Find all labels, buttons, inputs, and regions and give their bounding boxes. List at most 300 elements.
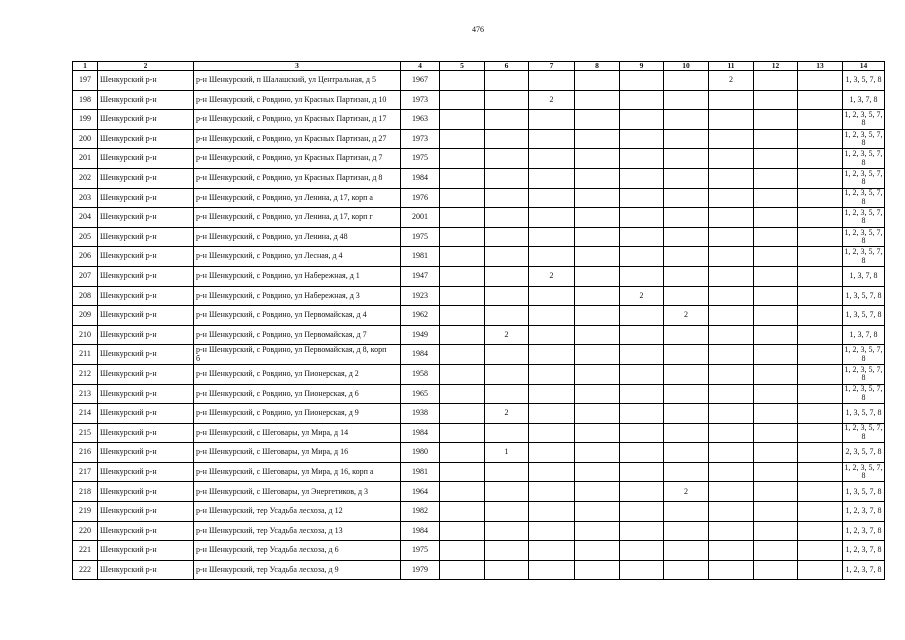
column-5-cell <box>440 247 485 267</box>
column-12-cell <box>754 423 798 443</box>
column-6-cell <box>485 208 529 228</box>
year-cell: 1980 <box>401 443 440 463</box>
district-cell: Шенкурский р-н <box>98 247 194 267</box>
row-number-cell: 206 <box>73 247 98 267</box>
address-cell: р-н Шенкурский, с Ровдино, ул Красных Партизан, д 8 <box>194 168 401 188</box>
district-cell: Шенкурский р-н <box>98 149 194 169</box>
column-12-cell <box>754 364 798 384</box>
codes-cell: 1, 3, 7, 8 <box>843 266 885 286</box>
codes-cell: 1, 2, 3, 5, 7, 8 <box>844 364 883 383</box>
column-5-cell <box>440 384 485 404</box>
column-7-cell <box>529 521 575 541</box>
year-cell: 1973 <box>401 90 440 110</box>
column-7-cell <box>529 168 575 188</box>
address-cell: р-н Шенкурский, с Ровдино, ул Пионерская, д 6 <box>194 384 401 404</box>
column-5-cell <box>440 345 485 365</box>
table-row <box>73 384 885 404</box>
codes-cell: 1, 2, 3, 7, 8 <box>843 521 885 541</box>
year-cell: 1982 <box>401 502 440 522</box>
table-row <box>73 266 885 286</box>
column-7-cell <box>529 208 575 228</box>
column-9-cell <box>620 227 664 247</box>
codes-cell: 1, 2, 3, 5, 7, 8 <box>844 149 883 167</box>
codes-cell: 1, 3, 7, 8 <box>843 90 885 110</box>
column-5-cell <box>440 560 485 580</box>
column-9-cell <box>620 188 664 208</box>
header-row <box>73 62 885 71</box>
column-10-cell <box>664 502 709 522</box>
column-12-cell <box>754 404 798 424</box>
codes-cell: 1, 2, 3, 5, 7, 8 <box>844 345 883 363</box>
column-13-cell <box>798 266 843 286</box>
column-5-cell <box>440 188 485 208</box>
table-row <box>73 423 885 443</box>
column-6-cell <box>485 306 529 326</box>
table-row <box>73 502 885 522</box>
district-cell: Шенкурский р-н <box>98 306 194 326</box>
column-6-cell <box>485 482 529 502</box>
column-13-cell <box>798 443 843 463</box>
column-9-cell <box>620 443 664 463</box>
codes-cell: 1, 2, 3, 5, 7, 8 <box>844 384 883 402</box>
column-10-cell: 2 <box>664 482 709 502</box>
district-cell: Шенкурский р-н <box>98 345 194 365</box>
column-8-cell <box>575 384 620 404</box>
column-6-cell <box>485 560 529 580</box>
column-6-cell <box>485 110 529 130</box>
column-5-cell <box>440 129 485 149</box>
column-9-cell <box>620 266 664 286</box>
column-13-cell <box>798 521 843 541</box>
year-cell: 1938 <box>401 404 440 424</box>
column-11-cell <box>709 364 754 384</box>
column-header-14: 14 <box>843 62 885 71</box>
column-7-cell <box>529 462 575 482</box>
column-7-cell <box>529 443 575 463</box>
column-5-cell <box>440 521 485 541</box>
column-13-cell <box>798 110 843 130</box>
column-5-cell <box>440 423 485 443</box>
column-5-cell <box>440 90 485 110</box>
column-7-cell: 2 <box>529 90 575 110</box>
column-12-cell <box>754 208 798 228</box>
codes-cell: 1, 3, 5, 7, 8 <box>843 482 885 502</box>
codes-cell: 1, 2, 3, 5, 7, 8 <box>844 207 883 226</box>
column-header-1: 1 <box>73 62 98 71</box>
column-13-cell <box>798 168 843 188</box>
year-cell: 1981 <box>401 247 440 267</box>
row-number-cell: 212 <box>73 364 98 384</box>
column-10-cell <box>664 443 709 463</box>
district-cell: Шенкурский р-н <box>98 521 194 541</box>
column-13-cell <box>798 71 843 91</box>
column-8-cell <box>575 306 620 326</box>
column-6-cell <box>485 149 529 169</box>
column-7-cell <box>529 286 575 306</box>
column-6-cell <box>485 423 529 443</box>
row-number-cell: 210 <box>73 325 98 345</box>
year-cell: 1981 <box>401 462 440 482</box>
column-9-cell <box>620 149 664 169</box>
column-6-cell: 2 <box>485 404 529 424</box>
column-6-cell <box>485 188 529 208</box>
address-cell: р-н Шенкурский, тер Усадьба лесхоза, д 9 <box>194 560 401 580</box>
column-5-cell <box>440 168 485 188</box>
row-number-cell: 208 <box>73 286 98 306</box>
row-number-cell: 203 <box>73 188 98 208</box>
column-12-cell <box>754 541 798 561</box>
table-header <box>73 62 885 71</box>
column-12-cell <box>754 306 798 326</box>
column-5-cell <box>440 286 485 306</box>
column-13-cell <box>798 286 843 306</box>
column-10-cell <box>664 541 709 561</box>
row-number-cell: 218 <box>73 482 98 502</box>
column-5-cell <box>440 482 485 502</box>
column-8-cell <box>575 502 620 522</box>
column-11-cell <box>709 423 754 443</box>
column-11-cell <box>709 541 754 561</box>
column-12-cell <box>754 110 798 130</box>
column-13-cell <box>798 364 843 384</box>
column-6-cell <box>485 462 529 482</box>
column-header-7: 7 <box>529 62 575 71</box>
table-row <box>73 345 885 365</box>
district-cell: Шенкурский р-н <box>98 482 194 502</box>
column-8-cell <box>575 266 620 286</box>
column-9-cell <box>620 384 664 404</box>
column-12-cell <box>754 129 798 149</box>
year-cell: 1967 <box>401 71 440 91</box>
table-row <box>73 168 885 188</box>
row-number-cell: 200 <box>73 129 98 149</box>
district-cell: Шенкурский р-н <box>98 188 194 208</box>
address-cell: р-н Шенкурский, с Ровдино, ул Ленина, д 17, корп г <box>194 208 401 228</box>
table-row <box>73 541 885 561</box>
codes-cell: 1, 2, 3, 5, 7, 8 <box>844 188 883 206</box>
column-12-cell <box>754 443 798 463</box>
data-table <box>72 61 885 580</box>
codes-cell: 1, 2, 3, 5, 7, 8 <box>844 423 883 441</box>
table-row <box>73 364 885 384</box>
column-header-11: 11 <box>709 62 754 71</box>
table-row <box>73 462 885 482</box>
column-8-cell <box>575 286 620 306</box>
column-6-cell: 1 <box>485 443 529 463</box>
year-cell: 1979 <box>401 560 440 580</box>
column-6-cell <box>485 345 529 365</box>
address-cell: р-н Шенкурский, с Ровдино, ул Пионерская, д 9 <box>194 404 401 424</box>
column-8-cell <box>575 71 620 91</box>
table-row <box>73 129 885 149</box>
column-header-4: 4 <box>401 62 440 71</box>
column-13-cell <box>798 247 843 267</box>
column-8-cell <box>575 482 620 502</box>
column-9-cell <box>620 482 664 502</box>
district-cell: Шенкурский р-н <box>98 325 194 345</box>
column-9-cell <box>620 325 664 345</box>
column-10-cell <box>664 325 709 345</box>
column-10-cell <box>664 110 709 130</box>
table-row <box>73 110 885 130</box>
column-13-cell <box>798 541 843 561</box>
column-9-cell: 2 <box>620 286 664 306</box>
column-12-cell <box>754 482 798 502</box>
column-12-cell <box>754 286 798 306</box>
column-10-cell <box>664 188 709 208</box>
district-cell: Шенкурский р-н <box>98 502 194 522</box>
district-cell: Шенкурский р-н <box>98 90 194 110</box>
column-7-cell <box>529 227 575 247</box>
column-6-cell <box>485 168 529 188</box>
column-7-cell <box>529 188 575 208</box>
column-5-cell <box>440 149 485 169</box>
column-7-cell <box>529 306 575 326</box>
column-header-9: 9 <box>620 62 664 71</box>
column-9-cell <box>620 168 664 188</box>
column-11-cell <box>709 560 754 580</box>
row-number-cell: 197 <box>73 71 98 91</box>
column-9-cell <box>620 502 664 522</box>
table-row <box>73 560 885 580</box>
column-10-cell <box>664 462 709 482</box>
column-11-cell <box>709 345 754 365</box>
column-9-cell <box>620 90 664 110</box>
address-cell: р-н Шенкурский, с Шеговары, ул Мира, д 14 <box>194 423 401 443</box>
column-12-cell <box>754 502 798 522</box>
row-number-cell: 202 <box>73 168 98 188</box>
year-cell: 2001 <box>401 208 440 228</box>
column-11-cell <box>709 129 754 149</box>
column-8-cell <box>575 188 620 208</box>
column-10-cell <box>664 286 709 306</box>
column-11-cell <box>709 110 754 130</box>
district-cell: Шенкурский р-н <box>98 384 194 404</box>
column-13-cell <box>798 345 843 365</box>
year-cell: 1923 <box>401 286 440 306</box>
row-number-cell: 216 <box>73 443 98 463</box>
column-8-cell <box>575 462 620 482</box>
column-11-cell <box>709 384 754 404</box>
column-13-cell <box>798 306 843 326</box>
column-9-cell <box>620 129 664 149</box>
row-number-cell: 198 <box>73 90 98 110</box>
row-number-cell: 213 <box>73 384 98 404</box>
column-7-cell <box>529 71 575 91</box>
year-cell: 1958 <box>401 364 440 384</box>
column-8-cell <box>575 247 620 267</box>
address-cell: р-н Шенкурский, с Ровдино, ул Ленина, д 17, корп а <box>194 188 401 208</box>
column-7-cell <box>529 423 575 443</box>
column-6-cell <box>485 90 529 110</box>
column-9-cell <box>620 404 664 424</box>
codes-cell: 1, 2, 3, 7, 8 <box>843 541 885 561</box>
table-row <box>73 521 885 541</box>
column-12-cell <box>754 521 798 541</box>
address-cell: р-н Шенкурский, с Ровдино, ул Пионерская, д 2 <box>194 364 401 384</box>
address-cell: р-н Шенкурский, с Ровдино, ул Первомайская, д 7 <box>194 325 401 345</box>
district-cell: Шенкурский р-н <box>98 208 194 228</box>
column-5-cell <box>440 502 485 522</box>
column-8-cell <box>575 90 620 110</box>
district-cell: Шенкурский р-н <box>98 364 194 384</box>
column-13-cell <box>798 502 843 522</box>
column-6-cell <box>485 384 529 404</box>
year-cell: 1984 <box>401 345 440 365</box>
column-11-cell <box>709 188 754 208</box>
address-cell: р-н Шенкурский, с Ровдино, ул Ленина, д 48 <box>194 227 401 247</box>
column-9-cell <box>620 345 664 365</box>
column-10-cell <box>664 129 709 149</box>
column-5-cell <box>440 541 485 561</box>
column-6-cell <box>485 541 529 561</box>
column-10-cell <box>664 208 709 228</box>
column-7-cell <box>529 404 575 424</box>
address-cell: р-н Шенкурский, тер Усадьба лесхоза, д 6 <box>194 541 401 561</box>
column-12-cell <box>754 325 798 345</box>
address-cell: р-н Шенкурский, с Шеговары, ул Энергетиков, д 3 <box>194 482 401 502</box>
column-7-cell <box>529 502 575 522</box>
row-number-cell: 214 <box>73 404 98 424</box>
address-cell: р-н Шенкурский, тер Усадьба лесхоза, д 13 <box>194 521 401 541</box>
column-11-cell: 2 <box>709 71 754 91</box>
codes-cell: 1, 3, 5, 7, 8 <box>843 71 885 91</box>
column-10-cell <box>664 404 709 424</box>
table-row <box>73 71 885 91</box>
codes-cell: 2, 3, 5, 7, 8 <box>843 443 885 463</box>
column-8-cell <box>575 364 620 384</box>
address-cell: р-н Шенкурский, с Ровдино, ул Красных Партизан, д 17 <box>194 110 401 130</box>
column-9-cell <box>620 541 664 561</box>
column-11-cell <box>709 247 754 267</box>
year-cell: 1962 <box>401 306 440 326</box>
codes-cell: 1, 2, 3, 5, 7, 8 <box>844 109 883 128</box>
column-7-cell: 2 <box>529 266 575 286</box>
column-5-cell <box>440 208 485 228</box>
column-13-cell <box>798 208 843 228</box>
column-8-cell <box>575 110 620 130</box>
column-header-8: 8 <box>575 62 620 71</box>
address-cell: р-н Шенкурский, тер Усадьба лесхоза, д 12 <box>194 502 401 522</box>
column-7-cell <box>529 345 575 365</box>
row-number-cell: 219 <box>73 502 98 522</box>
table-row <box>73 404 885 424</box>
address-cell: р-н Шенкурский, с Ровдино, ул Красных Партизан, д 10 <box>194 90 401 110</box>
column-8-cell <box>575 208 620 228</box>
row-number-cell: 205 <box>73 227 98 247</box>
year-cell: 1975 <box>401 149 440 169</box>
codes-cell: 1, 2, 3, 5, 7, 8 <box>844 227 883 246</box>
column-11-cell <box>709 404 754 424</box>
column-header-2: 2 <box>98 62 194 71</box>
column-9-cell <box>620 208 664 228</box>
column-6-cell <box>485 71 529 91</box>
column-13-cell <box>798 404 843 424</box>
column-8-cell <box>575 560 620 580</box>
year-cell: 1947 <box>401 266 440 286</box>
column-11-cell <box>709 149 754 169</box>
codes-cell: 1, 3, 5, 7, 8 <box>843 286 885 306</box>
column-11-cell <box>709 208 754 228</box>
column-12-cell <box>754 345 798 365</box>
column-12-cell <box>754 168 798 188</box>
column-header-10: 10 <box>664 62 709 71</box>
table-row <box>73 247 885 267</box>
column-header-6: 6 <box>485 62 529 71</box>
column-5-cell <box>440 443 485 463</box>
year-cell: 1963 <box>401 110 440 130</box>
column-11-cell <box>709 227 754 247</box>
row-number-cell: 217 <box>73 462 98 482</box>
row-number-cell: 222 <box>73 560 98 580</box>
column-7-cell <box>529 325 575 345</box>
column-10-cell <box>664 521 709 541</box>
column-11-cell <box>709 168 754 188</box>
district-cell: Шенкурский р-н <box>98 423 194 443</box>
column-9-cell <box>620 364 664 384</box>
table-row <box>73 227 885 247</box>
column-6-cell <box>485 364 529 384</box>
district-cell: Шенкурский р-н <box>98 71 194 91</box>
table-body <box>73 71 885 580</box>
district-cell: Шенкурский р-н <box>98 286 194 306</box>
row-number-cell: 207 <box>73 266 98 286</box>
district-cell: Шенкурский р-н <box>98 560 194 580</box>
row-number-cell: 211 <box>73 345 98 365</box>
column-5-cell <box>440 462 485 482</box>
codes-cell: 1, 2, 3, 5, 7, 8 <box>844 168 883 187</box>
district-cell: Шенкурский р-н <box>98 443 194 463</box>
column-11-cell <box>709 266 754 286</box>
column-13-cell <box>798 129 843 149</box>
column-8-cell <box>575 129 620 149</box>
column-13-cell <box>798 423 843 443</box>
column-7-cell <box>529 247 575 267</box>
table-row <box>73 208 885 228</box>
column-10-cell <box>664 168 709 188</box>
column-7-cell <box>529 541 575 561</box>
page-number: 476 <box>472 25 484 34</box>
address-cell: р-н Шенкурский, с Ровдино, ул Первомайская, д 4 <box>194 306 401 326</box>
column-5-cell <box>440 325 485 345</box>
table-row <box>73 90 885 110</box>
column-7-cell <box>529 364 575 384</box>
column-10-cell <box>664 149 709 169</box>
row-number-cell: 220 <box>73 521 98 541</box>
column-13-cell <box>798 149 843 169</box>
column-12-cell <box>754 71 798 91</box>
column-6-cell: 2 <box>485 325 529 345</box>
column-7-cell <box>529 129 575 149</box>
column-13-cell <box>798 90 843 110</box>
column-10-cell <box>664 384 709 404</box>
column-5-cell <box>440 266 485 286</box>
year-cell: 1984 <box>401 521 440 541</box>
address-cell: р-н Шенкурский, с Ровдино, ул Набережная, д 1 <box>194 266 401 286</box>
column-8-cell <box>575 541 620 561</box>
column-13-cell <box>798 482 843 502</box>
column-6-cell <box>485 129 529 149</box>
column-10-cell <box>664 71 709 91</box>
column-11-cell <box>709 286 754 306</box>
table-row <box>73 188 885 208</box>
column-11-cell <box>709 443 754 463</box>
row-number-cell: 204 <box>73 208 98 228</box>
table-row <box>73 325 885 345</box>
codes-cell: 1, 2, 3, 7, 8 <box>843 502 885 522</box>
table-row <box>73 482 885 502</box>
column-12-cell <box>754 247 798 267</box>
